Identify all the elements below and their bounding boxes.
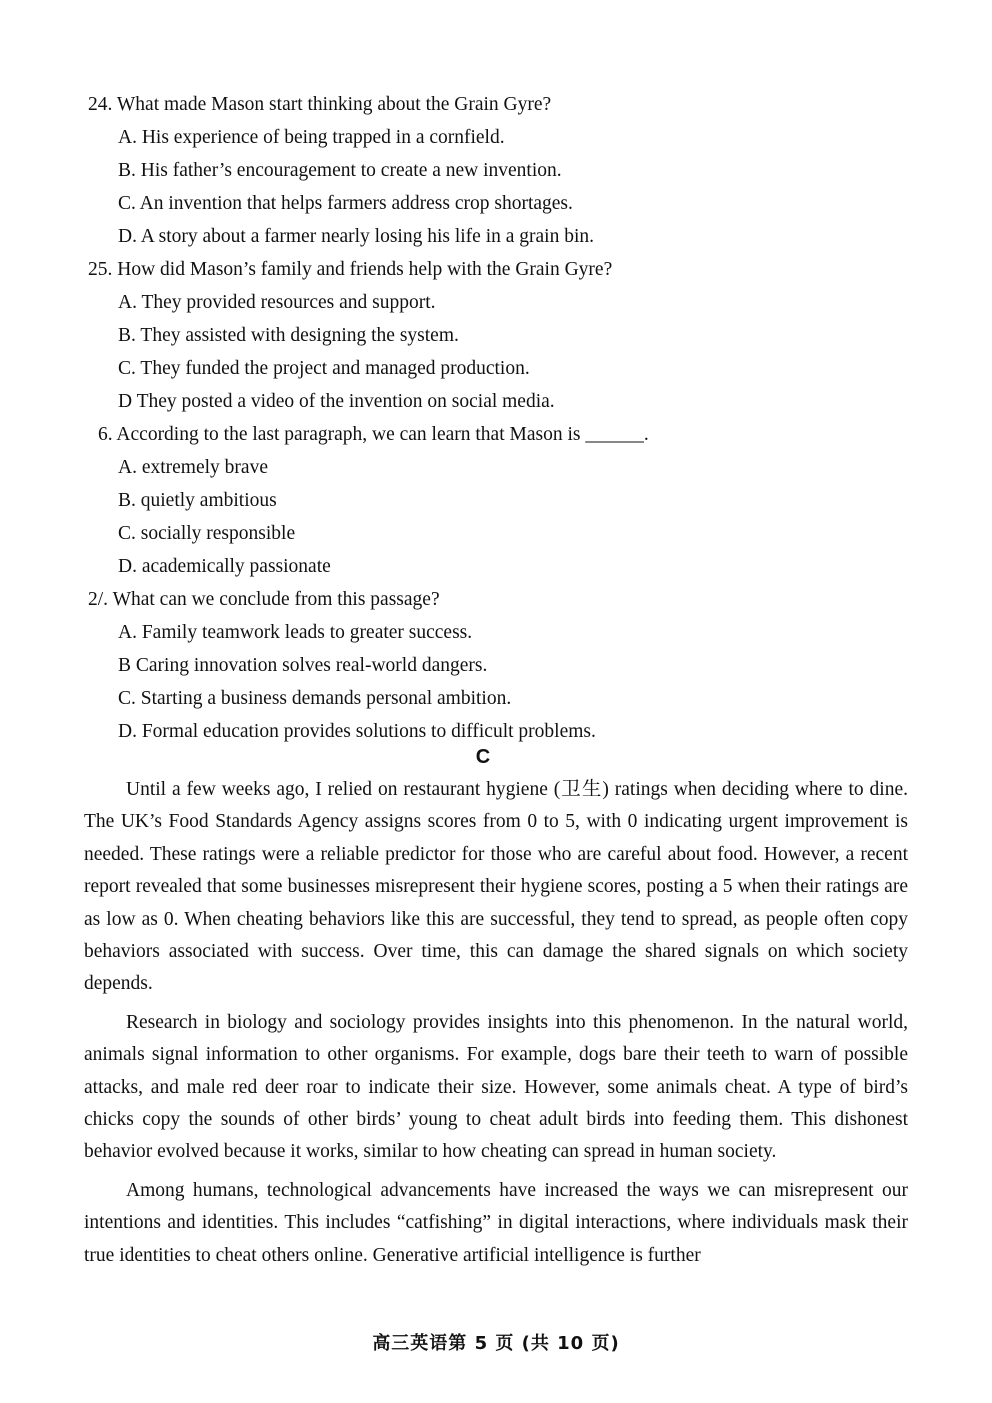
question-27 <box>88 583 928 748</box>
reading-passage <box>84 774 908 1278</box>
passage-paragraph: Research in biology and sociology provides insights into this phenomenon. In the natural world, animals signal information to other organisms. For example, dogs bare their teeth to warn of possible attacks, and male red deer roar to indicate their size. However, some animals cheat. A type of bird’s chicks copy the sounds of other birds’ young to cheat adult birds into feeding them. This dishonest behavior evolved because it works, similar to how cheating can spread in human society. <box>84 1011 908 1163</box>
option-b: B Caring innovation solves real-world dangers. <box>118 655 488 676</box>
question-25 <box>88 253 928 418</box>
question-24 <box>88 88 928 253</box>
option-c: C. socially responsible <box>118 523 296 544</box>
option-b: B. His father’s encouragement to create a new invention. <box>118 160 562 181</box>
option-a: A. His experience of being trapped in a cornfield. <box>118 127 505 148</box>
option-d: D They posted a video of the invention on social media. <box>118 391 555 412</box>
question-stem: 6. According to the last paragraph, we can learn that Mason is ______. <box>98 424 649 445</box>
question-stem: 2/. What can we conclude from this passage? <box>88 589 440 610</box>
question-26 <box>88 418 928 583</box>
option-c: C. An invention that helps farmers address crop shortages. <box>118 193 573 214</box>
passage-paragraph: Until a few weeks ago, I relied on restaurant hygiene (卫生) ratings when deciding where to dine. The UK’s Food Standards Agency assigns scores from 0 to 5, with 0 indicating urgent improvement is needed. These ratings were a reliable predictor for those who are careful about food. However, a recent report revealed that some businesses misrepresent their hygiene scores, posting a 5 when their ratings are as low as 0. When cheating behaviors like this are successful, they tend to spread, as people often copy behaviors associated with success. Over time, this can damage the shared signals on which society depends. <box>84 779 908 995</box>
option-c: C. They funded the project and managed production. <box>118 358 530 379</box>
option-d: D. Formal education provides solutions to difficult problems. <box>118 721 596 742</box>
option-a: A. They provided resources and support. <box>118 292 436 313</box>
option-d: D. academically passionate <box>118 556 331 577</box>
option-a: A. extremely brave <box>118 457 268 478</box>
question-stem: 25. How did Mason’s family and friends help with the Grain Gyre? <box>88 259 613 280</box>
passage-paragraph: Among humans, technological advancements have increased the ways we can misrepresent our intentions and identities. This includes “catfishing” in digital interactions, where individuals mask their true identities to cheat others online. Generative artificial intelligence is further <box>84 1179 908 1266</box>
page-footer: 高三英语第 5 页 (共 10 页) <box>372 1333 620 1354</box>
option-b: B. They assisted with designing the system. <box>118 325 459 346</box>
option-c: C. Starting a business demands personal ambition. <box>118 688 512 709</box>
section-heading: C <box>475 746 491 768</box>
question-stem: 24. What made Mason start thinking about the Grain Gyre? <box>88 94 552 115</box>
option-b: B. quietly ambitious <box>118 490 277 511</box>
option-d: D. A story about a farmer nearly losing his life in a grain bin. <box>118 226 595 247</box>
question-list <box>88 88 928 748</box>
option-a: A. Family teamwork leads to greater success. <box>118 622 473 643</box>
